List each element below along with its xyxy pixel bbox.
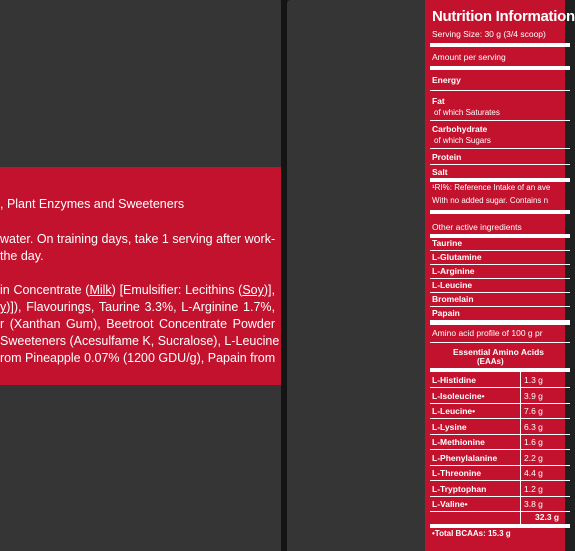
product-subtitle: , Plant Enzymes and Sweeteners bbox=[0, 197, 185, 211]
amino-acid-name: L-Threonine bbox=[432, 468, 482, 478]
amino-acid-value: 2.2 g bbox=[524, 452, 543, 463]
usage-line: the day. bbox=[0, 249, 44, 263]
amino-acid-profile-header: Amino acid profile of 100 g pr bbox=[432, 328, 543, 338]
amino-acid-value: 1.6 g bbox=[524, 437, 543, 447]
bcaa-total: •Total BCAAs: 15.3 g bbox=[432, 529, 511, 538]
amino-acid-row bbox=[430, 388, 570, 404]
ingredients-label bbox=[0, 167, 281, 385]
amino-acid-row bbox=[430, 372, 570, 388]
fat-row: Fat bbox=[432, 96, 445, 106]
nutrition-title: Nutrition Information bbox=[432, 8, 575, 25]
protein-row: Protein bbox=[432, 152, 462, 162]
divider bbox=[430, 90, 570, 91]
amino-acid-name: L-Leucine• bbox=[432, 406, 476, 416]
divider bbox=[430, 210, 570, 214]
amount-per-serving-header: Amount per serving bbox=[432, 52, 506, 62]
amino-acid-row bbox=[430, 465, 570, 481]
active-ingredient-row: L-Arginine bbox=[430, 265, 570, 279]
divider bbox=[430, 321, 570, 325]
divider bbox=[430, 164, 570, 165]
salt-row: Salt bbox=[432, 167, 448, 177]
divider bbox=[430, 524, 570, 528]
amino-acid-name: L-Tryptophan bbox=[432, 483, 487, 494]
amino-acid-row bbox=[430, 434, 570, 450]
energy-row: Energy bbox=[432, 75, 461, 85]
divider bbox=[430, 120, 570, 121]
column-divider bbox=[520, 372, 521, 524]
amino-acid-name: L-Valine• bbox=[432, 499, 468, 509]
active-ingredient-row: L-Glutamine bbox=[430, 251, 570, 265]
amino-acid-name: L-Lysine bbox=[432, 421, 467, 432]
reference-intake-note: ¹RI%: Reference Intake of an ave bbox=[432, 183, 551, 192]
ingredients-list bbox=[0, 282, 280, 367]
usage-instructions bbox=[0, 231, 275, 265]
left-package-panel bbox=[0, 0, 281, 551]
sugar-note: With no added sugar. Contains n bbox=[432, 196, 549, 205]
divider bbox=[430, 178, 570, 182]
other-active-ingredients-header: Other active ingredients bbox=[432, 222, 522, 232]
amino-acid-row bbox=[430, 481, 570, 497]
divider bbox=[430, 43, 570, 47]
usage-line: water. On training days, take 1 serving after work- bbox=[0, 232, 276, 246]
eaa-header-abbrev: (EAAs) bbox=[477, 357, 504, 366]
saturates-row: of which Saturates bbox=[434, 108, 500, 117]
divider bbox=[430, 148, 570, 149]
ingredient-line: rom Pineapple 0.07% (1200 GDU/g), Papain from bbox=[0, 351, 276, 365]
amino-acid-value: 4.4 g bbox=[524, 468, 543, 478]
amino-acid-name: L-Phenylalanine bbox=[432, 452, 498, 463]
ingredient-line: y)]), Flavourings, Taurine 3.3%, L-Arginine 1.7%, bbox=[0, 300, 275, 314]
amino-acid-row bbox=[430, 403, 570, 419]
amino-acid-name: L-Methionine bbox=[432, 437, 485, 447]
ingredient-line: r (Xanthan Gum), Beetroot Concentrate Powder bbox=[0, 317, 275, 331]
eaa-total: 32.3 g bbox=[535, 512, 560, 522]
active-ingredient-row: Papain bbox=[430, 307, 570, 321]
nutrition-information-label bbox=[425, 0, 575, 551]
amino-acid-name: L-Isoleucine• bbox=[432, 390, 485, 401]
eaa-header: Essential Amino Acids bbox=[453, 347, 545, 357]
serving-size: Serving Size: 30 g (3/4 scoop) bbox=[432, 29, 546, 39]
amino-acid-row bbox=[430, 450, 570, 466]
amino-acid-value: 3.8 g bbox=[524, 499, 543, 509]
ingredient-line: Sweeteners (Acesulfame K, Sucralose), L-Leucine bbox=[0, 334, 280, 348]
sugars-row: of which Sugars bbox=[434, 136, 491, 145]
amino-acid-name: L-Histidine bbox=[432, 375, 476, 385]
amino-acid-value: 1.2 g bbox=[524, 483, 543, 494]
amino-acid-value: 1.3 g bbox=[524, 375, 543, 385]
active-ingredient-row: L-Leucine bbox=[430, 279, 570, 293]
ingredient-line: in Concentrate (Milk) [Emulsifier: Lecithins (Soy)], bbox=[0, 283, 275, 297]
amino-acid-row bbox=[430, 419, 570, 435]
amino-acid-value: 7.6 g bbox=[524, 406, 543, 416]
active-ingredient-row: Taurine bbox=[430, 237, 570, 251]
amino-acid-value: 3.9 g bbox=[524, 390, 543, 401]
amino-acid-row bbox=[430, 496, 570, 512]
divider bbox=[430, 342, 570, 343]
divider bbox=[430, 66, 570, 70]
carbohydrate-row: Carbohydrate bbox=[432, 124, 488, 134]
active-ingredient-row: Bromelain bbox=[430, 293, 570, 307]
amino-acid-value: 6.3 g bbox=[524, 421, 543, 432]
